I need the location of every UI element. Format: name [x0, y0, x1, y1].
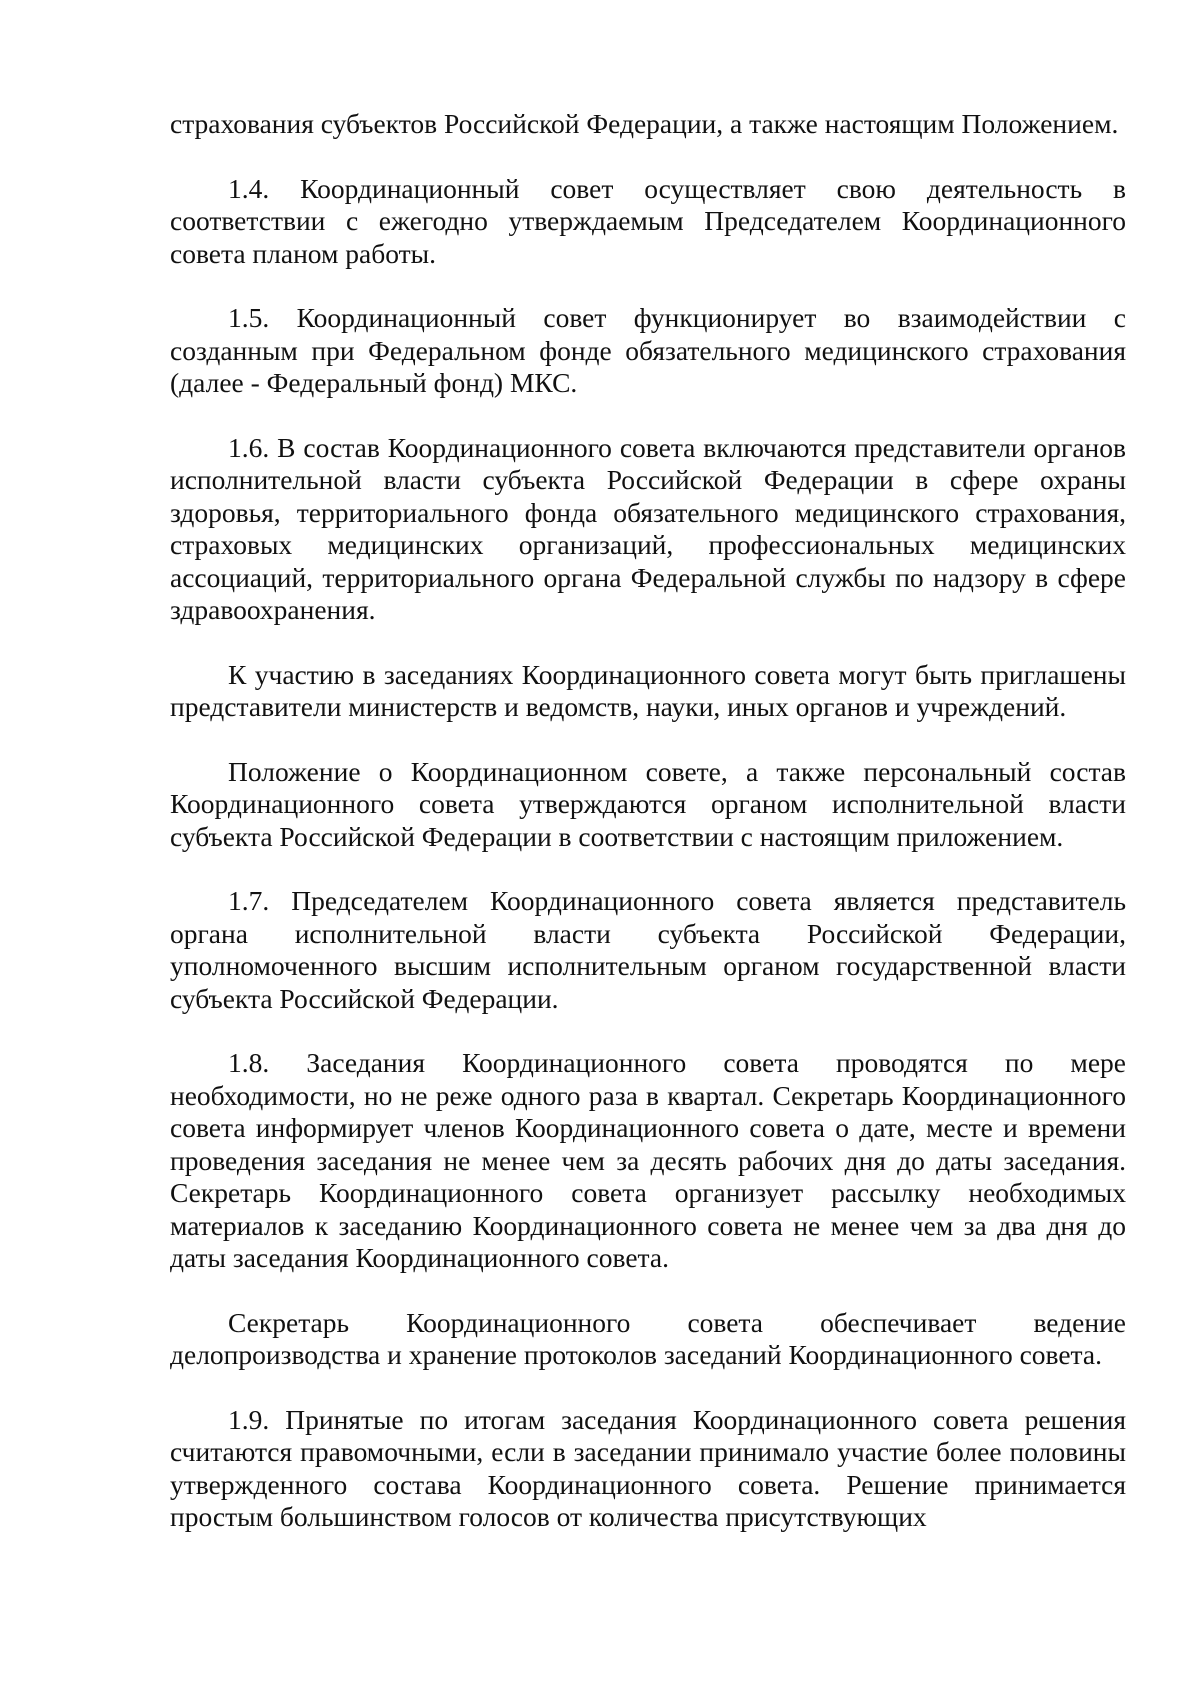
paragraph-1-9: 1.9. Принятые по итогам заседания Координационного совета решения считаются правомочными, если в заседании принимало участие более половины утвержденного состава Координационного совета. Решение принимается простым большинством голосов от количества присутствующих [170, 1403, 1126, 1532]
paragraph-1-4: 1.4. Координационный совет осуществляет свою деятельность в соответствии с ежегодно утверждаемым Председателем Координационного совета планом работы. [170, 172, 1126, 269]
paragraph-invitation: К участию в заседаниях Координационного совета могут быть приглашены представители министерств и ведомств, науки, иных органов и учреждений. [170, 658, 1126, 722]
paragraph-1-6: 1.6. В состав Координационного совета включаются представители органов исполнительной власти субъекта Российской Федерации в сфере охраны здоровья, территориального фонда обязательного медицинского страхования, страховых медицинских организаций, профессиональных медицинских ассоциаций, территориального органа Федеральной службы по надзору в сфере здравоохранения. [170, 431, 1126, 625]
paragraph-regulation: Положение о Координационном совете, а также персональный состав Координационного совета утверждаются органом исполнительной власти субъекта Российской Федерации в соответствии с настоящим приложением. [170, 755, 1126, 852]
paragraph-secretary: Секретарь Координационного совета обеспечивает ведение делопроизводства и хранение протоколов заседаний Координационного совета. [170, 1306, 1126, 1370]
paragraph-1-8: 1.8. Заседания Координационного совета проводятся по мере необходимости, но не реже одного раза в квартал. Секретарь Координационного совета информирует членов Координационного совета о дате, месте и времени проведения заседания не менее чем за десять рабочих дня до даты заседания. Секретарь Координационного совета организует рассылку необходимых материалов к заседанию Координационного совета не менее чем за два дня до даты заседания Координационного совета. [170, 1047, 1126, 1273]
paragraph-1-5: 1.5. Координационный совет функционирует во взаимодействии с созданным при Федеральном фонде обязательного медицинского страхования (далее - Федеральный фонд) МКС. [170, 302, 1126, 398]
document-page [170, 108, 1126, 1566]
paragraph-1-3-continuation: страхования субъектов Российской Федерации, а также настоящим Положением. [170, 108, 1119, 139]
paragraph-1-7: 1.7. Председателем Координационного совета является представитель органа исполнительной власти субъекта Российской Федерации, уполномоченного высшим исполнительным органом государственной власти субъекта Российской Федерации. [170, 885, 1126, 1014]
